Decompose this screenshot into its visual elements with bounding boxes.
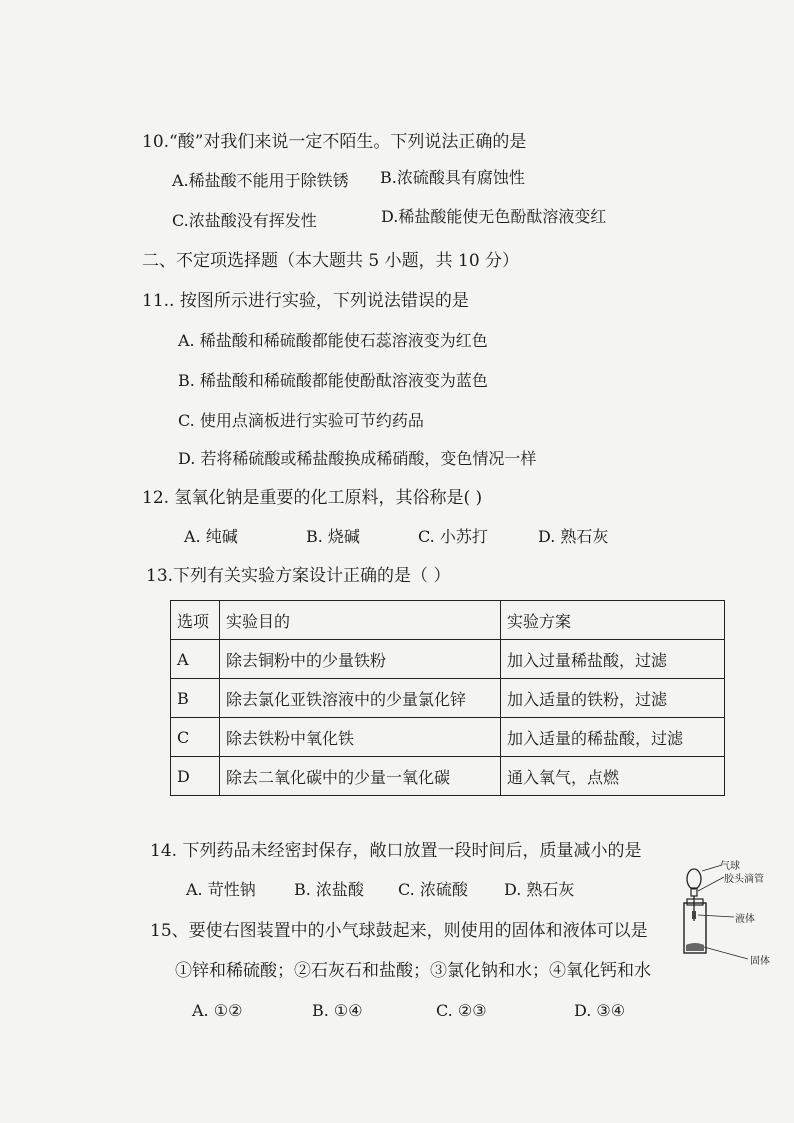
table-cell: D <box>171 757 220 796</box>
table-header-cell: 选项 <box>171 601 220 640</box>
table-cell: 除去铜粉中的少量铁粉 <box>220 640 501 679</box>
q11-stem: 11.. 按图所示进行实验，下列说法错误的是 <box>142 291 469 311</box>
q14-option-c: C. 浓硫酸 <box>398 880 468 899</box>
table-cell: 除去氯化亚铁溶液中的少量氯化锌 <box>220 679 501 718</box>
q10-option-b: B.浓硫酸具有腐蚀性 <box>380 168 525 187</box>
q15-option-b: B. ①④ <box>312 1001 363 1020</box>
q15-option-a: A. ①② <box>192 1001 243 1020</box>
figure-label-liquid: 液体 <box>735 914 755 925</box>
table-cell: A <box>171 640 220 679</box>
q14-option-d: D. 熟石灰 <box>504 880 575 899</box>
table-cell: 加入过量稀盐酸，过滤 <box>501 640 725 679</box>
table-row <box>171 757 725 796</box>
q15-option-c: C. ②③ <box>436 1001 487 1020</box>
q12-option-b: B. 烧碱 <box>306 527 360 546</box>
q10-option-a: A.稀盐酸不能用于除铁锈 <box>172 171 349 190</box>
q10-stem: 10.“酸”对我们来说一定不陌生。下列说法正确的是 <box>142 132 527 152</box>
table-row <box>171 679 725 718</box>
q12-option-c: C. 小苏打 <box>418 527 488 546</box>
apparatus-figure <box>672 855 784 965</box>
table-cell: 加入适量的铁粉，过滤 <box>501 679 725 718</box>
table-cell: B <box>171 679 220 718</box>
figure-label-dropper: 胶头滴管 <box>724 874 764 885</box>
q11-option-d: D. 若将稀硫酸或稀盐酸换成稀硝酸，变色情况一样 <box>178 449 537 468</box>
q11-option-b: B. 稀盐酸和稀硫酸都能使酚酞溶液变为蓝色 <box>178 371 488 390</box>
table-cell: 除去二氧化碳中的少量一氧化碳 <box>220 757 501 796</box>
table-row <box>171 640 725 679</box>
q14-option-b: B. 浓盐酸 <box>294 880 364 899</box>
q12-option-a: A. 纯碱 <box>184 527 238 546</box>
table-row <box>171 718 725 757</box>
table-header-row <box>171 601 725 640</box>
q12-option-d: D. 熟石灰 <box>538 527 609 546</box>
table-header-cell: 实验方案 <box>501 601 725 640</box>
section-heading: 二、不定项选择题（本大题共 5 小题，共 10 分） <box>142 251 520 271</box>
q12-stem: 12. 氢氧化钠是重要的化工原料，其俗称是( ) <box>142 488 483 508</box>
table-cell: C <box>171 718 220 757</box>
q11-option-c: C. 使用点滴板进行实验可节约药品 <box>178 411 424 430</box>
q10-option-d: D.稀盐酸能使无色酚酞溶液变红 <box>381 207 607 226</box>
q15-stem: 15、要使右图装置中的小气球鼓起来，则使用的固体和液体可以是 <box>150 921 648 941</box>
q11-option-a: A. 稀盐酸和稀硫酸都能使石蕊溶液变为红色 <box>178 331 488 350</box>
table-cell: 除去铁粉中氧化铁 <box>220 718 501 757</box>
table-cell: 通入氧气，点燃 <box>501 757 725 796</box>
q10-option-c: C.浓盐酸没有挥发性 <box>172 211 317 230</box>
table-header-cell: 实验目的 <box>220 601 501 640</box>
figure-label-balloon: 气球 <box>720 861 740 872</box>
q15-option-d: D. ③④ <box>574 1001 626 1020</box>
table-cell: 加入适量的稀盐酸，过滤 <box>501 718 725 757</box>
q15-items: ①锌和稀硫酸；②石灰石和盐酸；③氯化钠和水；④氧化钙和水 <box>175 961 651 981</box>
q14-stem: 14. 下列药品未经密封保存，敞口放置一段时间后，质量减小的是 <box>150 841 642 861</box>
figure-label-solid: 固体 <box>750 956 770 967</box>
q13-stem: 13.下列有关实验方案设计正确的是（ ） <box>146 566 451 586</box>
q14-option-a: A. 苛性钠 <box>186 880 256 899</box>
q13-table <box>170 600 725 796</box>
